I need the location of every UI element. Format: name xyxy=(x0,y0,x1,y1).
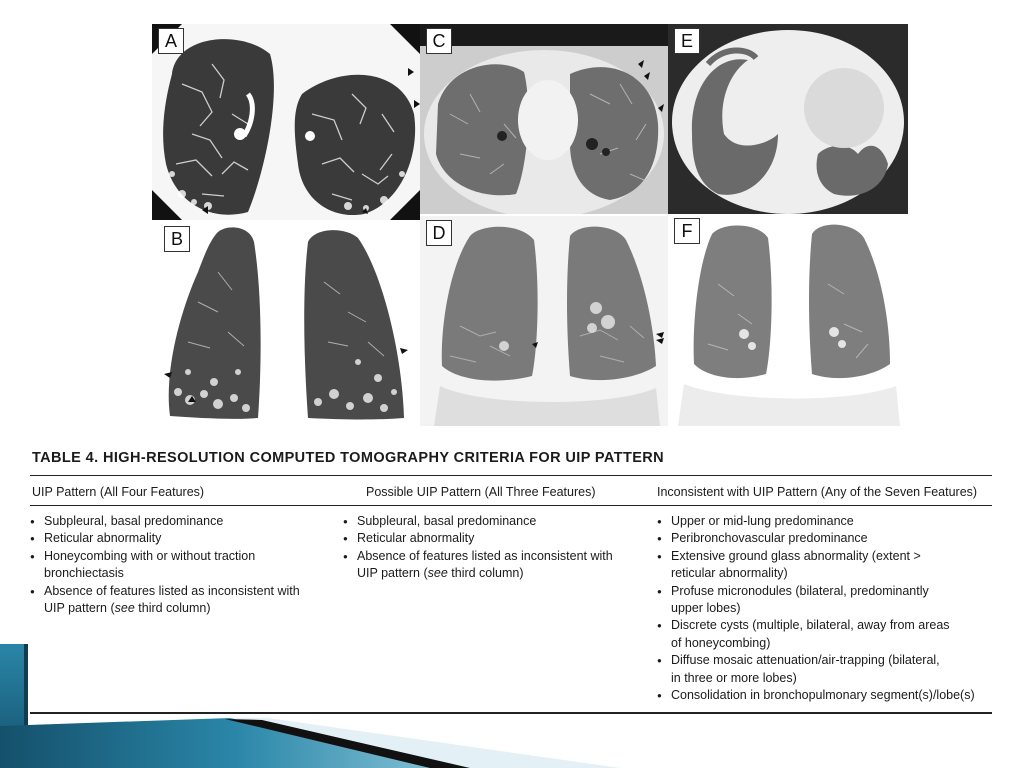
list-item xyxy=(657,513,992,530)
criteria-table xyxy=(30,446,992,720)
item-text-continued: of honeycombing) xyxy=(671,635,771,650)
list-item xyxy=(343,548,653,583)
list-item xyxy=(657,583,992,618)
item-text-continued: upper lobes) xyxy=(671,601,741,616)
ct-panel-c xyxy=(420,24,668,214)
list-item xyxy=(343,513,653,530)
criteria-list-inconsistent-uip xyxy=(657,513,992,704)
panel-label-f: F xyxy=(674,218,700,244)
panel-label-c: C xyxy=(426,28,452,54)
criteria-list-uip xyxy=(30,513,350,617)
item-text: Reticular abnormality xyxy=(357,531,475,546)
panel-label-b: B xyxy=(164,226,190,252)
ct-panel-e xyxy=(668,24,908,214)
panel-label-a: A xyxy=(158,28,184,54)
item-text: Consolidation in bronchopulmonary segment(s)/lobe(s) xyxy=(671,688,975,703)
item-text: Absence of features listed as inconsistent with xyxy=(357,548,613,563)
ct-image-d xyxy=(420,216,668,426)
item-text-continued: UIP pattern (see third column) xyxy=(44,601,211,616)
column-header-possible-uip: Possible UIP Pattern (All Three Features) xyxy=(366,485,596,499)
ct-image-a xyxy=(152,24,420,220)
item-text: Diffuse mosaic attenuation/air-trapping (bilateral, xyxy=(671,653,940,668)
list-item xyxy=(30,548,350,583)
column-possible-uip xyxy=(343,513,653,583)
item-text: Upper or mid-lung predominance xyxy=(671,514,854,528)
item-text: Profuse micronodules (bilateral, predominantly xyxy=(671,583,929,598)
panel-label-d: D xyxy=(426,220,452,246)
ct-panel-f xyxy=(668,214,908,426)
ct-image-f xyxy=(668,214,908,426)
item-text: Subpleural, basal predominance xyxy=(357,514,537,528)
item-text-continued: UIP pattern (see third column) xyxy=(357,566,524,581)
table-top-rule xyxy=(30,475,992,476)
item-text: Peribronchovascular predominance xyxy=(671,531,868,546)
item-text-continued: in three or more lobes) xyxy=(671,670,797,685)
ct-panel-d xyxy=(420,216,668,426)
item-text: Extensive ground glass abnormality (extent > xyxy=(671,548,921,563)
list-item xyxy=(657,652,992,687)
item-text: Reticular abnormality xyxy=(44,531,162,546)
column-inconsistent-uip xyxy=(657,513,992,704)
item-text-continued: reticular abnormality) xyxy=(671,566,788,581)
panel-label-e: E xyxy=(674,28,700,54)
ct-panel-a xyxy=(152,24,420,220)
criteria-list-possible-uip xyxy=(343,513,653,583)
ct-image-e xyxy=(668,24,908,214)
item-text: Discrete cysts (multiple, bilateral, away from areas xyxy=(671,618,950,633)
table-bottom-rule xyxy=(30,712,992,714)
column-uip xyxy=(30,513,350,617)
ct-image-c xyxy=(420,24,668,214)
bottom-swoosh-decoration xyxy=(0,718,620,768)
item-text: Absence of features listed as inconsistent with xyxy=(44,583,300,598)
list-item xyxy=(657,687,992,704)
list-item xyxy=(657,617,992,652)
list-item xyxy=(30,530,350,547)
table-header-rule xyxy=(30,505,992,506)
list-item xyxy=(343,530,653,547)
item-text-continued: bronchiectasis xyxy=(44,566,124,581)
ct-panel-b xyxy=(158,222,420,426)
list-item xyxy=(30,583,350,618)
ct-image-b xyxy=(158,222,420,426)
list-item xyxy=(657,530,992,547)
column-header-uip: UIP Pattern (All Four Features) xyxy=(32,485,205,499)
item-text: Honeycombing with or without traction xyxy=(44,548,256,563)
table-title: TABLE 4. HIGH-RESOLUTION COMPUTED TOMOGRAPHY CRITERIA FOR UIP PATTERN xyxy=(32,450,665,466)
item-text: Subpleural, basal predominance xyxy=(44,514,224,528)
list-item xyxy=(30,513,350,530)
column-header-inconsistent-uip: Inconsistent with UIP Pattern (Any of the Seven Features) xyxy=(657,485,978,499)
list-item xyxy=(657,548,992,583)
